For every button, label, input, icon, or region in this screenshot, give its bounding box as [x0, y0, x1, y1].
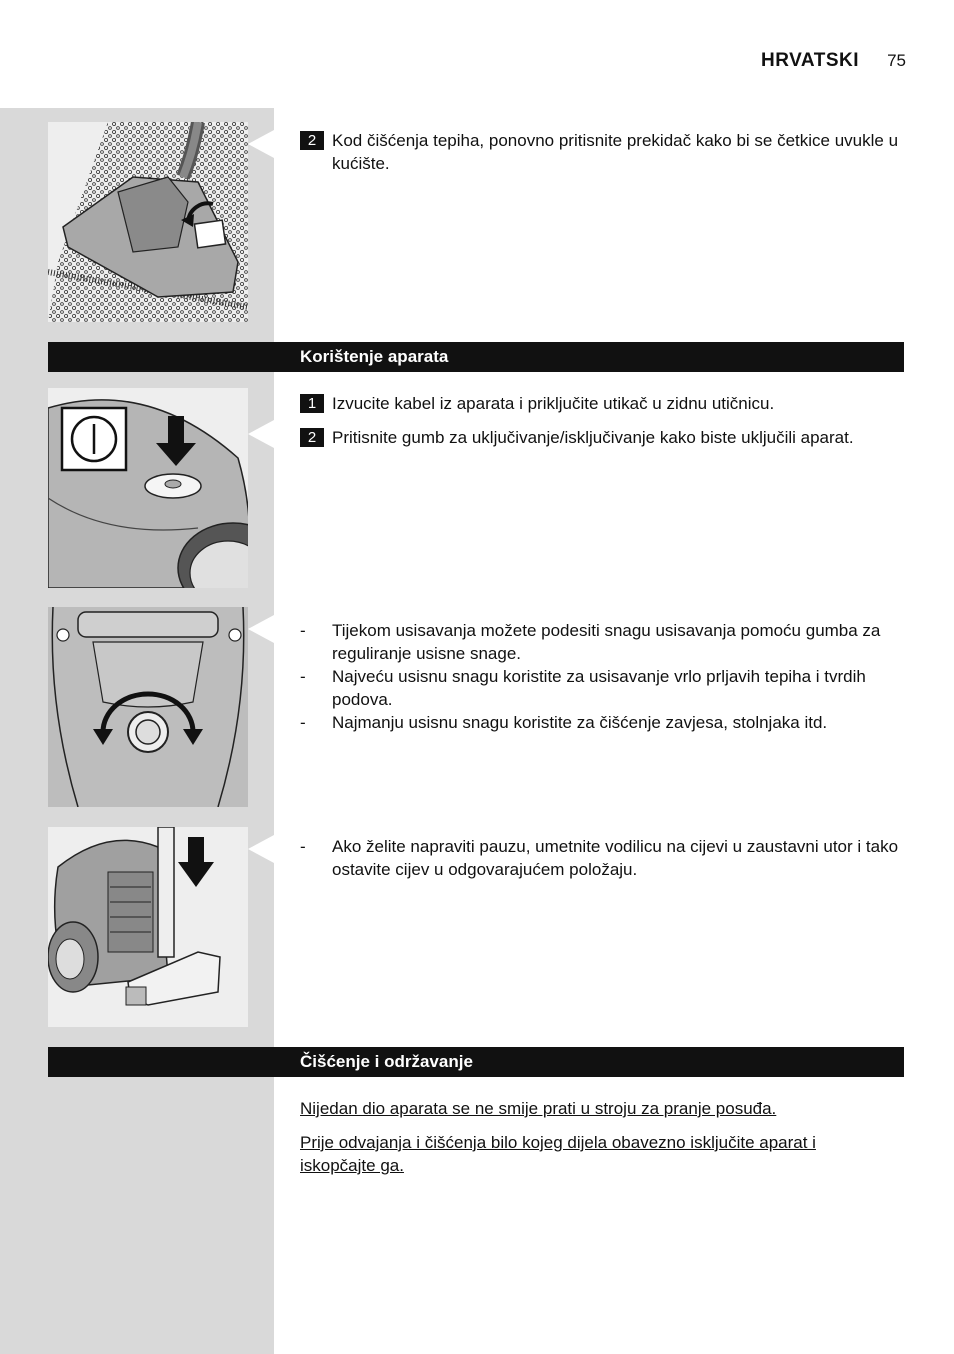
parking-slot-illustration — [48, 827, 248, 1027]
figure-pointer — [248, 130, 274, 158]
intro-step — [300, 129, 910, 175]
step-text: Izvucite kabel iz aparata i priključite utikač u zidnu utičnicu. — [332, 394, 775, 413]
figure-pointer — [248, 835, 274, 863]
warning-unplug: Prije odvajanja i čišćenja bilo kojeg dijela obavezno isključite aparat i iskopčajte ga. — [300, 1133, 816, 1175]
page-number: 75 — [887, 51, 906, 70]
step-number: 1 — [300, 394, 324, 413]
list-item: - Ako želite napraviti pauzu, umetnite vodilicu na cijevi u zaustavni utor i tako ostavite cijev u odgovarajućem položaju. — [300, 835, 904, 881]
section-title-use: Korištenje aparata — [300, 347, 449, 366]
suction-dial-illustration — [48, 607, 248, 807]
figure-pointer — [248, 420, 274, 448]
step-number: 2 — [300, 131, 324, 150]
step-text: Kod čišćenja tepiha, ponovno pritisnite prekidač kako bi se četkice uvukle u kućište. — [332, 131, 899, 173]
list-item: - Najmanju usisnu snagu koristite za čišćenje zavjesa, stolnjaka itd. — [300, 711, 904, 734]
step-number: 2 — [300, 428, 324, 447]
section-header-bar — [48, 1047, 904, 1077]
section-title-clean: Čišćenje i održavanje — [300, 1052, 473, 1071]
language-label: HRVATSKI — [761, 50, 859, 71]
suction-tips-list — [300, 619, 904, 734]
section-header-bar — [48, 342, 904, 372]
list-item: - Najveću usisnu snagu koristite za usisavanje vrlo prljavih tepiha i tvrdih podova. — [300, 665, 904, 711]
use-step-2 — [300, 426, 910, 449]
warning-dishwasher: Nijedan dio aparata se ne smije prati u stroju za pranje posuđa. — [300, 1099, 777, 1118]
use-step-1 — [300, 392, 910, 415]
pause-tip-list — [300, 835, 904, 881]
figure-pointer — [248, 615, 274, 643]
step-text: Pritisnite gumb za uključivanje/isključivanje kako biste uključili aparat. — [332, 428, 854, 447]
list-item: - Tijekom usisavanja možete podesiti snagu usisavanja pomoću gumba za reguliranje usisne snage. — [300, 619, 904, 665]
carpet-nozzle-illustration — [48, 122, 248, 322]
power-button-illustration — [48, 388, 248, 588]
